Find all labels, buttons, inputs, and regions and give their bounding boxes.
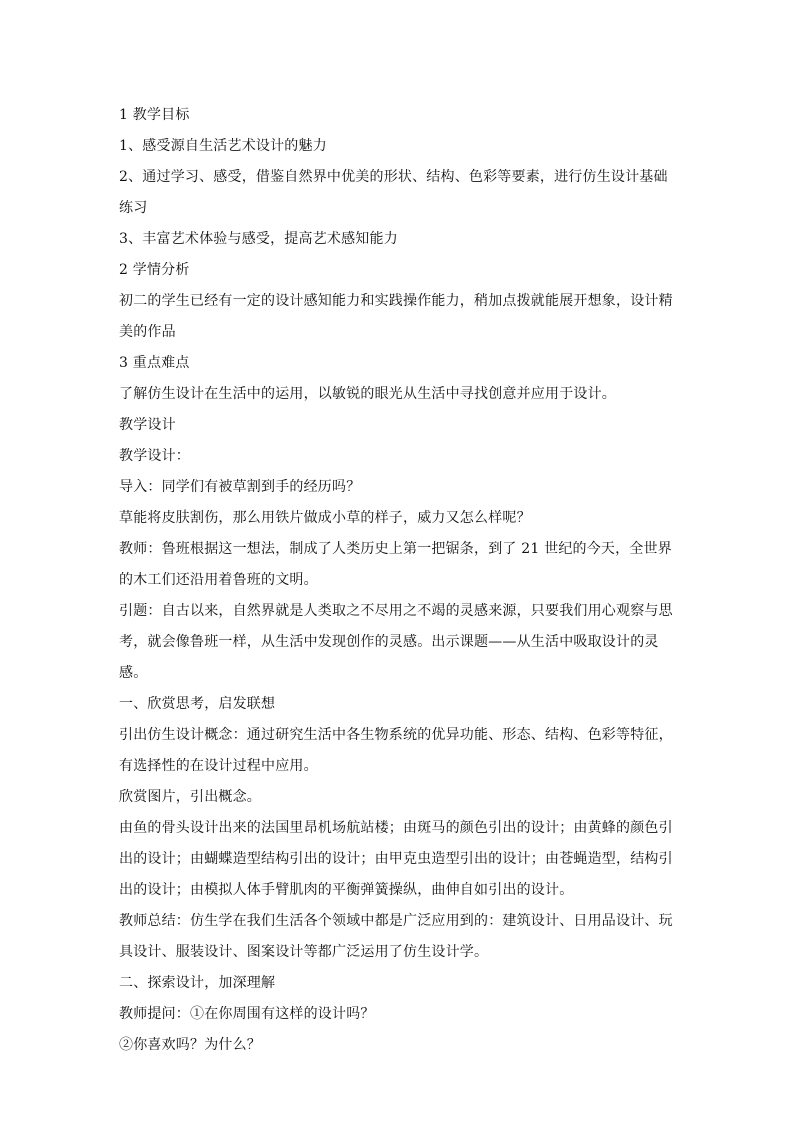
key-points-text: 了解仿生设计在生活中的运用，以敏锐的眼光从生活中寻找创意并应用于设计。 (119, 386, 616, 402)
student-analysis-text: 初二的学生已经有一定的设计感知能力和实践操作能力，稍加点拨就能展开想象，设计精美的作品 (119, 293, 673, 340)
intro-followup: 草能将皮肤割伤，那么用铁片做成小草的样子，威力又怎么样呢？ (119, 510, 531, 526)
document-body (119, 100, 679, 1061)
intro-question: 导入：同学们有被草割到手的经历吗？ (119, 479, 361, 495)
goal-item-3: 3、丰富艺术体验与感受，提高艺术感知能力 (119, 231, 398, 247)
goal-item-1: 1、感受源自生活艺术设计的魅力 (119, 138, 327, 154)
section-heading-appreciate: 一、欣赏思考，启发联想 (119, 696, 276, 712)
section-heading-key-points: 3 重点难点 (119, 355, 190, 371)
bionic-concept-text: 引出仿生设计概念：通过研究生活中各生物系统的优异功能、形态、结构、色彩等特征，有选择性的在设计过程中应用。 (119, 727, 673, 774)
section-heading-explore: 二、探索设计，加深理解 (119, 975, 276, 991)
section-heading-student-analysis: 2 学情分析 (119, 262, 190, 278)
teacher-summary-text: 教师总结：仿生学在我们生活各个领域中都是广泛应用到的：建筑设计、日用品设计、玩具设计、服装设计、图案设计等都广泛运用了仿生设计学。 (119, 913, 673, 960)
section-heading-teaching-goals: 1 教学目标 (119, 107, 190, 123)
teacher-luban-text: 教师：鲁班根据这一想法，制成了人类历史上第一把锯条，到了 21 世纪的今天，全世界的木工们还沿用着鲁班的文明。 (119, 541, 672, 588)
design-examples-text: 由鱼的骨头设计出来的法国里昂机场航站楼；由斑马的颜色引出的设计；由黄蜂的颜色引出的设计；由蝴蝶造型结构引出的设计；由甲克虫造型引出的设计；由苍蝇造型，结构引出的设计；由模拟人体手臂肌肉的平衡弹簧操纵，曲伸自如引出的设计。 (119, 820, 673, 898)
appreciate-images-text: 欣赏图片，引出概念。 (119, 789, 261, 805)
teacher-question-2: ②你喜欢吗？为什么？ (119, 1037, 261, 1053)
topic-intro-text: 引题：自古以来，自然界就是人类取之不尽用之不竭的灵感来源，只要我们用心观察与思考，就会像鲁班一样，从生活中发现创作的灵感。出示课题——从生活中吸取设计的灵感。 (119, 603, 673, 681)
goal-item-2: 2、通过学习、感受，借鉴自然界中优美的形状、结构、色彩等要素，进行仿生设计基础练习 (119, 169, 668, 216)
section-heading-teaching-design: 教学设计 (119, 417, 176, 433)
teaching-design-label: 教学设计： (119, 448, 190, 464)
teacher-question-1: 教师提问：①在你周围有这样的设计吗？ (119, 1006, 375, 1022)
